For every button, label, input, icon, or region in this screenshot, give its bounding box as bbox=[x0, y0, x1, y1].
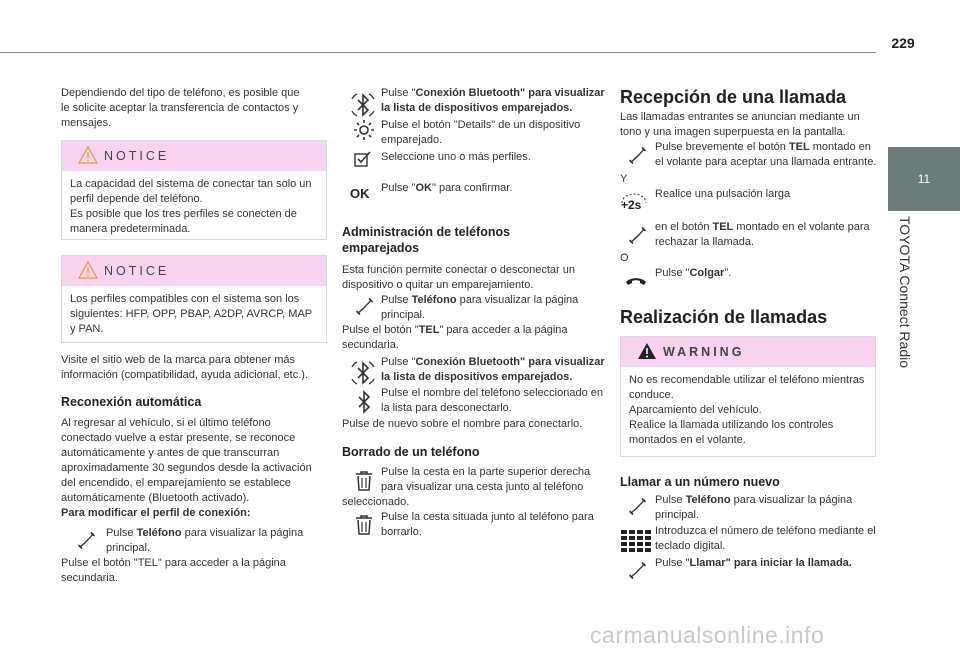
text-part: Pulse el botón " bbox=[342, 324, 419, 336]
text-part: " para acceder a la página bbox=[439, 324, 568, 336]
text-line: emparejado. bbox=[381, 134, 443, 146]
text-line: Al regresar al vehículo, si el último teléfono bbox=[61, 417, 271, 429]
warning-box bbox=[620, 336, 876, 457]
chapter-number: 11 bbox=[917, 172, 931, 186]
text-line: Pulse el botón "Details" de un dispositivo bbox=[381, 119, 581, 131]
phone-icon bbox=[627, 560, 649, 582]
text-line: la lista de dispositivos emparejados. bbox=[381, 371, 573, 383]
keypad-icon bbox=[621, 530, 651, 552]
reject-text bbox=[655, 220, 880, 250]
select-text: Seleccione uno o más perfiles. bbox=[381, 151, 531, 163]
text-line: tono y una imagen superpuesta en la pantalla. bbox=[620, 126, 846, 138]
chapter-tab[interactable] bbox=[888, 147, 960, 211]
phone-step-text bbox=[106, 526, 331, 556]
text-line: Introduzca el número de teléfono mediante el bbox=[655, 525, 876, 537]
notice-header bbox=[62, 141, 326, 171]
notice-label: NOTICE bbox=[104, 149, 170, 163]
text-line: la lista de dispositivos emparejados. bbox=[381, 102, 573, 114]
text-line: Pulse la cesta en la parte superior derecha bbox=[381, 466, 591, 478]
bt2-text bbox=[381, 355, 606, 385]
text-line: principal. bbox=[106, 542, 151, 554]
text-line: conectado vuelve a estar presente, se reconoce bbox=[61, 432, 296, 444]
tel-step-text bbox=[61, 556, 331, 586]
or-label: O bbox=[620, 252, 629, 264]
header-rule bbox=[0, 52, 876, 53]
text-line: le solicite aceptar la transferencia de contactos y bbox=[61, 102, 299, 114]
delete1-text bbox=[381, 465, 606, 495]
tel-label: TEL bbox=[712, 221, 734, 233]
phone-icon bbox=[76, 530, 98, 552]
notice-label: NOTICE bbox=[104, 264, 170, 278]
phone-label: Teléfono bbox=[411, 294, 457, 306]
auto-text bbox=[61, 416, 331, 521]
text-line: Las llamadas entrantes se anuncian mediante un bbox=[620, 111, 860, 123]
notice-header bbox=[62, 256, 326, 286]
page-number: 229 bbox=[891, 35, 915, 51]
text-part: para visualizar la página bbox=[730, 494, 853, 506]
tel-step-text bbox=[342, 323, 610, 353]
heading-line: emparejados bbox=[342, 241, 420, 255]
tel-label: TEL bbox=[418, 324, 440, 336]
modify-label: Para modificar el perfil de conexión: bbox=[61, 507, 251, 519]
ok-text bbox=[381, 181, 512, 196]
icon-2s-label: +2s bbox=[621, 198, 642, 212]
details-text bbox=[381, 118, 606, 148]
long-press-2s-icon bbox=[620, 193, 648, 213]
colgar-label: Colgar bbox=[689, 267, 725, 279]
text-line: teclado digital. bbox=[655, 540, 726, 552]
bluetooth-icon bbox=[350, 92, 376, 118]
chapter-side-title bbox=[889, 216, 919, 416]
heading-auto-reconnect: Reconexión automática bbox=[61, 395, 202, 409]
bluetooth-small-icon bbox=[354, 390, 374, 414]
receive-text bbox=[620, 110, 880, 140]
heading-make-calls: Realización de llamadas bbox=[620, 307, 828, 327]
tel-label: TEL bbox=[788, 141, 810, 153]
text-line: Pulse la cesta situada junto al teléfono para bbox=[381, 511, 594, 523]
chapter-title: TOYOTA Connect Radio bbox=[897, 216, 913, 368]
warning-triangle-icon bbox=[78, 146, 98, 164]
delete2-text bbox=[381, 510, 606, 540]
col1-intro bbox=[61, 86, 327, 131]
text-line: Es posible que los tres perfiles se conecten de bbox=[70, 208, 297, 220]
text-line: manera predeterminada. bbox=[70, 223, 191, 235]
text-part: Pulse " bbox=[381, 87, 416, 99]
trash-icon bbox=[354, 514, 374, 536]
heading-receive-call: Recepción de una llamada bbox=[620, 87, 847, 107]
text-part: Pulse bbox=[655, 494, 686, 506]
text-line: aproximadamente 30 segundos desde la activación bbox=[61, 462, 312, 474]
text-part: montado en bbox=[809, 141, 871, 153]
text-part: Pulse " bbox=[655, 267, 690, 279]
text-line: Aparcamiento del vehículo. bbox=[629, 404, 762, 416]
hang-up-text bbox=[655, 266, 731, 281]
text-part: " para acceder a la página bbox=[157, 557, 286, 569]
heading-line: Administración de teléfonos bbox=[342, 225, 511, 239]
ok-icon: OK bbox=[350, 186, 370, 201]
text-part: para visualizar la página bbox=[456, 294, 579, 306]
phone-step-text bbox=[381, 293, 606, 323]
bt1-text bbox=[381, 86, 606, 116]
notice-box-1 bbox=[61, 140, 327, 240]
text-part: Pulse brevemente el botón bbox=[655, 141, 789, 153]
hang-up-icon bbox=[624, 272, 648, 288]
text-line: mensajes. bbox=[61, 117, 112, 129]
text-line: principal. bbox=[655, 509, 700, 521]
warning-label: WARNING bbox=[663, 345, 745, 359]
text-line: Dependiendo del tipo de teléfono, es posible que bbox=[61, 87, 300, 99]
text-part: Pulse " bbox=[381, 356, 416, 368]
text-line: borrarlo. bbox=[381, 526, 422, 538]
and-label: Y bbox=[620, 173, 628, 185]
text-part: " para confirmar. bbox=[431, 182, 513, 194]
text-part: Pulse bbox=[381, 294, 412, 306]
checkbox-icon bbox=[354, 150, 372, 168]
notice-box-2 bbox=[61, 255, 327, 343]
ok-label: OK bbox=[415, 182, 432, 194]
warning-header bbox=[621, 337, 875, 367]
gear-icon bbox=[352, 118, 376, 142]
phone-label: Teléfono bbox=[685, 494, 731, 506]
phone-icon bbox=[627, 496, 649, 518]
phone-icon bbox=[627, 225, 649, 247]
text-part: en el botón bbox=[655, 221, 713, 233]
text-line: información (compatibilidad, ayuda adicional, etc.). bbox=[61, 369, 309, 381]
text-part: para visualizar la página bbox=[181, 527, 304, 539]
text-line: automáticamente (Bluetooth activado). bbox=[61, 492, 250, 504]
visit-text bbox=[61, 353, 331, 383]
text-line: para visualizar una cesta junto al teléfono bbox=[381, 481, 584, 493]
text-line: perfil depende del teléfono. bbox=[70, 193, 203, 205]
text-line: el volante para aceptar una llamada entrante. bbox=[655, 156, 877, 168]
call-label: Llamar" para iniciar la llamada. bbox=[689, 557, 852, 569]
phone-icon bbox=[627, 145, 649, 167]
delete1-continuation: seleccionado. bbox=[342, 496, 410, 508]
text-line: secundaria. bbox=[342, 339, 399, 351]
call-text bbox=[655, 556, 852, 571]
text-line: conduce. bbox=[629, 389, 674, 401]
text-part: Conexión Bluetooth" para visualizar bbox=[415, 87, 605, 99]
text-line: principal. bbox=[381, 309, 426, 321]
warning-triangle-icon bbox=[78, 261, 98, 279]
text-line: secundaria. bbox=[61, 572, 118, 584]
admin-text bbox=[342, 263, 610, 293]
text-line: montados en el volante. bbox=[629, 434, 746, 446]
text-line: Pulse el nombre del teléfono seleccionado en bbox=[381, 387, 603, 399]
text-line: automáticamente y antes de que transcurran bbox=[61, 447, 280, 459]
phone-icon bbox=[354, 296, 376, 318]
text-line: Esta función permite conectar o desconectar un bbox=[342, 264, 575, 276]
tel-label: TEL bbox=[137, 557, 158, 569]
phone-step-text bbox=[655, 493, 880, 523]
text-part: Conexión Bluetooth" para visualizar bbox=[415, 356, 605, 368]
text-part: Pulse el botón " bbox=[61, 557, 138, 569]
text-line: y PAN. bbox=[70, 323, 104, 335]
disconnect-text bbox=[381, 386, 606, 416]
text-line: siguientes: HFP, OPP, PBAP, A2DP, AVRCP, MAP bbox=[70, 308, 313, 320]
warning-triangle-icon bbox=[637, 342, 657, 360]
text-line: Visite el sitio web de la marca para obtener más bbox=[61, 354, 295, 366]
brief-press-text bbox=[655, 140, 880, 170]
heading-delete: Borrado de un teléfono bbox=[342, 445, 480, 459]
bluetooth-icon bbox=[350, 360, 376, 386]
keypad-text bbox=[655, 524, 880, 554]
text-line: rechazar la llamada. bbox=[655, 236, 755, 248]
text-line: del encendido, el emparejamiento se establece bbox=[61, 477, 291, 489]
text-part: ". bbox=[724, 267, 732, 279]
reconnect-text: Pulse de nuevo sobre el nombre para conectarlo. bbox=[342, 418, 583, 430]
text-part: Pulse bbox=[106, 527, 137, 539]
text-line: La capacidad del sistema de conectar tan solo un bbox=[70, 178, 312, 190]
text-line: la lista para desconectarlo. bbox=[381, 402, 512, 414]
text-line: No es recomendable utilizar el teléfono mientras bbox=[629, 374, 865, 386]
trash-icon bbox=[354, 470, 374, 492]
long-press-text: Realice una pulsación larga bbox=[655, 188, 791, 200]
text-part: Pulse " bbox=[655, 557, 690, 569]
heading-admin bbox=[342, 224, 510, 256]
text-line: Los perfiles compatibles con el sistema son los bbox=[70, 293, 300, 305]
text-line: dispositivo o quitar un emparejamiento. bbox=[342, 279, 534, 291]
phone-label: Teléfono bbox=[136, 527, 182, 539]
watermark: carmanualsonline.info bbox=[590, 622, 825, 648]
text-part: montado en el volante para bbox=[733, 221, 870, 233]
text-part: Pulse " bbox=[381, 182, 416, 194]
heading-new-number: Llamar a un número nuevo bbox=[620, 475, 780, 489]
text-line: Realice la llamada utilizando los controles bbox=[629, 419, 834, 431]
